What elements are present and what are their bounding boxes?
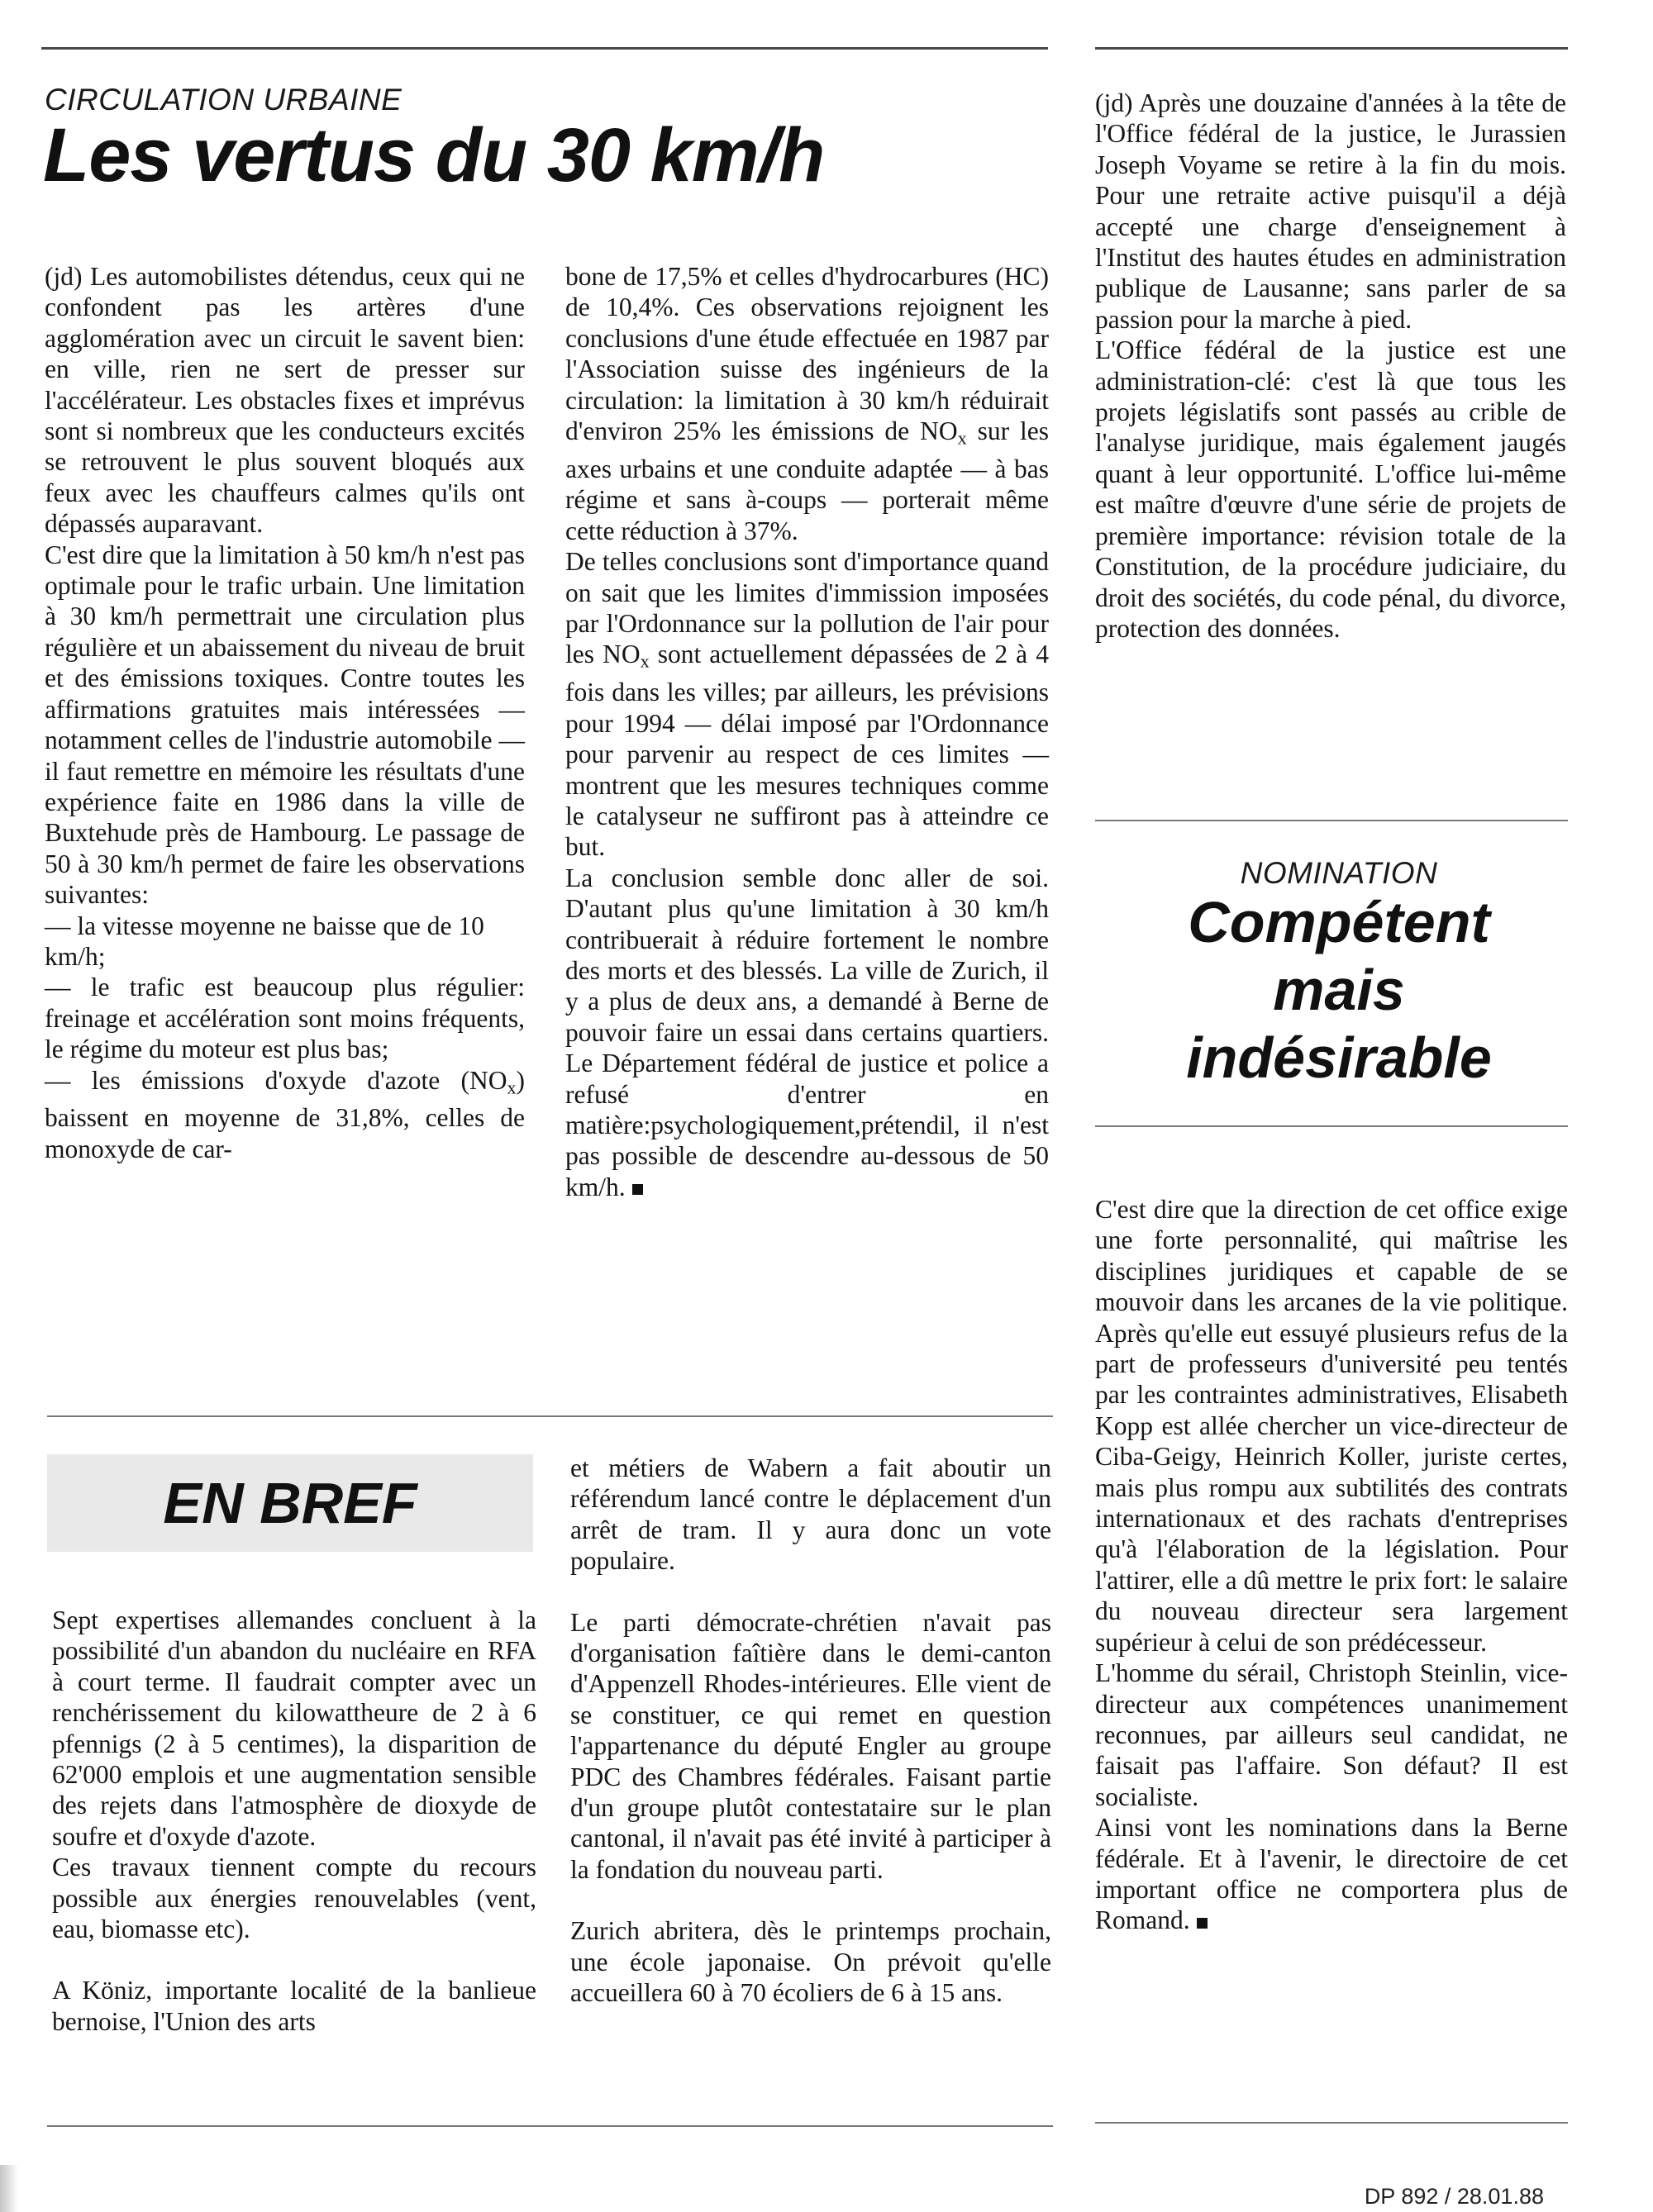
paragraph: C'est dire que la limitation à 50 km/h n'est pas optimale pour le trafic urbain. Une limitation à 30 km/h permettrait une circulation plus régulière et un abaissement du niveau de bruit et des émissions toxiques. Contre toutes les affirmations gratuites mais intéressées — notamment celles de l'industrie automobile — il faut remettre en mémoire les résultats d'une expérience faite en 1986 dans la ville de Buxtehude près de Hambourg. Le passage de 50 à 30 km/h permet de faire les observations suivantes: — [45, 540, 525, 910]
end-mark-icon — [632, 1184, 643, 1195]
article-column-1 — [45, 261, 525, 1164]
title-line: mais — [1273, 958, 1405, 1022]
nomination-title — [1095, 888, 1583, 1092]
en-bref-top-rule — [47, 1415, 1053, 1417]
paragraph: Ces travaux tiennent compte du recours possible aux énergies renouvelables (vent, eau, biomasse etc). — [52, 1853, 536, 1944]
en-bref-title: EN BREF — [163, 1471, 417, 1535]
paragraph: Le parti démocrate-chrétien n'avait pas d'organisation faîtière dans le demi-canton d'Appenzell Rhodes-intérieures. Elle vient de se constituer, ce qui remet en question l'appartenance du député Engler au groupe PDC des Chambres fédérales. Faisant partie d'un groupe plutôt contestataire sur le plan cantonal, il n'avait pas été invité à participer à la fondation du nouveau parti. — [570, 1607, 1051, 1884]
article-column-2 — [565, 261, 1049, 1202]
paragraph: Sept expertises allemandes concluent à la possibilité d'un abandon du nucléaire en RFA à court terme. Il faudrait compter avec un renchérissement du kilowattheure de 2 à 6 pfennigs (2 à 5 centimes), la disparition de 62'000 emplois et une augmentation sensible des rejets dans l'atmosphère de dioxyde de soufre et d'oxyde d'azote. — [52, 1605, 536, 1851]
paragraph: L'homme du sérail, Christoph Steinlin, vice-directeur aux compétences unanimement reconnues, par ailleurs seul candidat, ne faisait pas l'affaire. Son défaut? Il est socialiste. — [1095, 1658, 1568, 1811]
paragraph: — la vitesse moyenne ne baisse que de 10 km/h; — [45, 911, 484, 971]
paragraph: C'est dire que la direction de cet office exige une forte personnalité, qui maîtrise les disciplines juridiques et capable de se mouvoir dans les arcanes de la vie politique. Après qu'elle eut essuyé plusieurs refus de la part de professeurs d'université peu tentés par les contraintes administratives, Elisabeth Kopp est allée chercher un vice-directeur de Ciba-Geigy, Heinrich Koller, juriste certes, mais plus rompu aux subtilités des contrats internationaux et des rachats d'entreprises qu'à l'élaboration de la législation. Pour l'attirer, elle a dû mettre le prix fort: le salaire du nouveau directeur sera largement supérieur à celui de son prédécesseur. — [1095, 1195, 1568, 1657]
top-rule-left — [41, 47, 1048, 50]
end-mark-icon — [1197, 1918, 1208, 1929]
nomination-kicker: NOMINATION — [1240, 856, 1438, 890]
title-line: Compétent — [1188, 890, 1490, 954]
paragraph: Zurich abritera, dès le printemps prochain, une école japonaise. On prévoit qu'elle accueillera 60 à 70 écoliers de 6 à 15 ans. — [570, 1916, 1051, 2008]
paragraph: La conclusion semble donc aller de soi. D'autant plus qu'une limitation à 30 km/h contribuerait à réduire fortement le nombre des morts et des blessés. La ville de Zurich, il y a plus de deux ans, a demandé à Berne de pouvoir faire un essai dans certains quartiers. Le Département fédéral de justice et police a refusé d'entrer en matière:psychologiquement,prétendil, il n'est pas possible de descendre au-dessous de 50 km/h. — [565, 863, 1049, 1201]
nomination-title-rule — [1095, 1125, 1568, 1127]
article-title: Les vertus du 30 km/h — [43, 113, 825, 197]
paragraph: bone de 17,5% et celles d'hydrocarbures (HC) de 10,4%. Ces observations rejoignent les conclusions d'une étude effectuée en 1987 par l'Association suisse des ingénieurs de la circulation: la limitation à 30 km/h réduirait d'environ 25% les émissions de $NO_x$ sur les axes urbains et une conduite adaptée — à bas régime et sans à-coups — porterait même cette réduction à 37%. — [565, 262, 1049, 545]
nomination-intro — [1095, 88, 1566, 644]
paragraph: De telles conclusions sont d'importance quand on sait que les limites d'immission imposées par l'Ordonnance sur la pollution de l'air pour les $NO_x$ sont actuellement dépassées de 2 à 4 fois dans les villes; par ailleurs, les prévisions pour 1994 — délai imposé par l'Ordonnance pour parvenir au respect de ces limites — montrent que les mesures techniques comme le catalyseur ne suffiront pas à atteindre ce but. — [565, 547, 1049, 862]
en-bref-column-2 — [570, 1453, 1051, 2009]
en-bref-column-1 — [52, 1605, 536, 2037]
paragraph: Ainsi vont les nominations dans la Berne fédérale. Et à l'avenir, le directoire de cet important office ne comportera plus de Romand. — [1095, 1813, 1568, 1935]
page-footer: DP 892 / 28.01.88 — [1364, 2184, 1544, 2209]
article-kicker: CIRCULATION URBAINE — [45, 83, 403, 117]
paragraph: (jd) Après une douzaine d'années à la tête de l'Office fédéral de la justice, le Jurassien Joseph Voyame se retire à la fin du mois. Pour une retraite active puisqu'il a déjà accepté une charge d'enseignement à l'Institut des hautes études en administration publique de Lausanne; sans parler de sa passion pour la marche à pied. — [1095, 88, 1566, 334]
scan-edge — [0, 2165, 18, 2212]
paragraph: L'Office fédéral de la justice est une administration-clé: c'est là que tous les projets législatifs sont passés au crible de l'analyse juridique, mais également jaugés quant à leur opportunité. L'office lui-même est maître d'œuvre d'une série de projets de première importance: révision totale de la Constitution, de la procédure judiciaire, du droit des sociétés, du code pénal, du divorce, protection des données. — [1095, 335, 1566, 643]
paragraph: A Köniz, importante localité de la banlieue bernoise, l'Union des arts — [52, 1976, 536, 2036]
bottom-rule-right — [1095, 2122, 1568, 2124]
nomination-body — [1095, 1194, 1568, 1936]
nomination-top-rule — [1095, 820, 1568, 821]
paragraph: (jd) Les automobilistes détendus, ceux qui ne confondent pas les artères d'une agglomération avec un circuit le savent bien: en ville, rien ne sert de presser sur l'accélérateur. Les obstacles fixes et imprévus sont si nombreux que les conducteurs excités se retrouvent le plus souvent bloqués aux feux avec les chauffeurs calmes qu'ils ont dépassés auparavant. — [45, 262, 525, 539]
paragraph: et métiers de Wabern a fait aboutir un référendum lancé contre le déplacement d'un arrêt de tram. Il y aura donc un vote populaire. — [570, 1453, 1051, 1576]
paragraph: — les émissions d'oxyde d'azote $(NO_x)$ baissent en moyenne de 31,8%, celles de monoxyde de car- — [45, 1065, 525, 1163]
title-line: indésirable — [1186, 1025, 1492, 1090]
bottom-rule-left — [47, 2125, 1053, 2127]
top-rule-right — [1095, 47, 1568, 50]
paragraph: — le trafic est beaucoup plus régulier: freinage et accélération sont moins fréquents, le régime du moteur est plus bas; — [45, 973, 525, 1064]
